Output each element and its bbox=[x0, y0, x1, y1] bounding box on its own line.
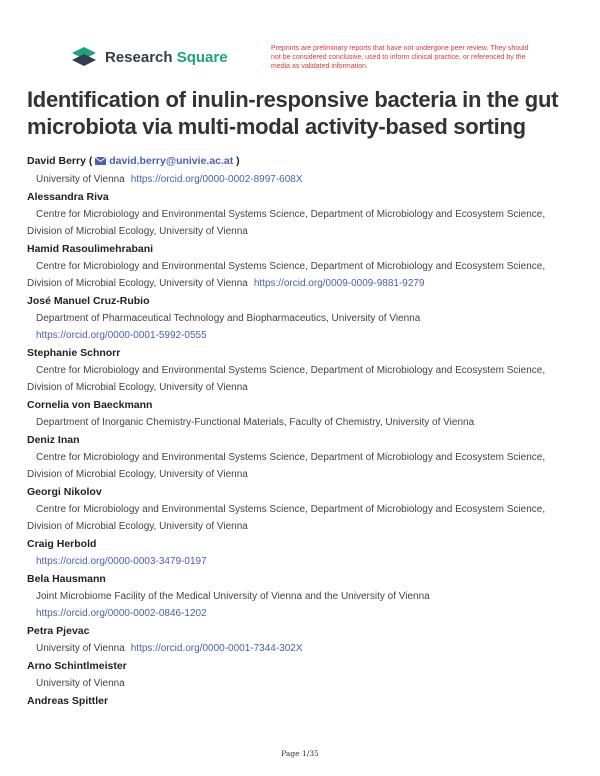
author-affiliation: Centre for Microbiology and Environmental Systems Science, Department of Microbiology and Ecosystem Science, Division of Microbial Ecology, University of Vienna bbox=[27, 452, 546, 480]
orcid-link[interactable]: https://orcid.org/0009-0009-9881-9279 bbox=[253, 278, 425, 289]
author-item bbox=[27, 396, 575, 431]
author-name: José Manuel Cruz-Rubio bbox=[27, 295, 150, 307]
author-affiliation: University of Vienna bbox=[36, 174, 125, 185]
author-affiliation: Centre for Microbiology and Environmental Systems Science, Department of Microbiology and Ecosystem Science, Division of Microbial Ecology, University of Vienna bbox=[27, 504, 546, 532]
brand-accent: Square bbox=[176, 48, 228, 66]
author-list bbox=[27, 152, 575, 710]
author-item bbox=[27, 292, 575, 344]
author-name: Stephanie Schnorr bbox=[27, 347, 121, 359]
author-name: Cornelia von Baeckmann bbox=[27, 399, 153, 411]
author-email-link[interactable]: david.berry@univie.ac.at bbox=[109, 155, 234, 167]
orcid-link[interactable]: https://orcid.org/0000-0001-5992-0555 bbox=[36, 330, 207, 341]
author-item bbox=[27, 570, 575, 622]
author-item: David Berry ( david.berry@univie.ac.at ) University of Vienna https://orcid.org/0000-0002-8997-608X bbox=[27, 155, 303, 185]
author-item bbox=[27, 188, 575, 240]
email-icon bbox=[95, 153, 106, 171]
research-square-logo-icon bbox=[71, 46, 97, 68]
author-item bbox=[27, 483, 575, 535]
author-item bbox=[27, 622, 575, 657]
orcid-link[interactable]: https://orcid.org/0000-0003-3479-0197 bbox=[36, 556, 207, 567]
author-affiliation: Department of Pharmaceutical Technology and Biopharmaceutics, University of Vienna bbox=[36, 313, 421, 324]
preprint-notice: Preprints are preliminary reports that have not undergone peer review. They should not be considered conclusive, used to inform clinical practice, or referenced by the media as validated information. bbox=[271, 45, 529, 70]
author-name: Petra Pjevac bbox=[27, 625, 90, 637]
author-affiliation: Joint Microbiome Facility of the Medical University of Vienna and the University of Vienna bbox=[36, 591, 430, 602]
author-name: Craig Herbold bbox=[27, 538, 97, 550]
research-square-logo[interactable] bbox=[71, 46, 228, 68]
author-name: David Berry bbox=[27, 155, 86, 167]
author-affiliation: University of Vienna bbox=[36, 643, 125, 654]
author-item bbox=[27, 535, 575, 570]
author-name: Georgi Nikolov bbox=[27, 486, 102, 498]
brand-primary: Research bbox=[105, 48, 173, 66]
author-name: Hamid Rasoulimehrabani bbox=[27, 243, 154, 255]
author-item bbox=[27, 431, 575, 483]
author-affiliation: Centre for Microbiology and Environmental Systems Science, Department of Microbiology and Ecosystem Science, Division of Microbial Ecology, University of Vienna bbox=[27, 261, 546, 289]
orcid-link[interactable]: https://orcid.org/0000-0002-8997-608X bbox=[130, 174, 303, 185]
author-affiliation: Centre for Microbiology and Environmental Systems Science, Department of Microbiology and Ecosystem Science, Division of Microbial Ecology, University of Vienna bbox=[27, 365, 546, 393]
author-name: Alessandra Riva bbox=[27, 191, 109, 203]
author-affiliation: Centre for Microbiology and Environmental Systems Science, Department of Microbiology and Ecosystem Science, Division of Microbial Ecology, University of Vienna bbox=[27, 209, 546, 237]
author-name: Bela Hausmann bbox=[27, 573, 106, 585]
orcid-link[interactable]: https://orcid.org/0000-0001-7344-302X bbox=[130, 643, 303, 654]
orcid-link[interactable]: https://orcid.org/0000-0002-0846-1202 bbox=[36, 608, 207, 619]
author-item bbox=[27, 240, 575, 292]
page-header bbox=[71, 44, 571, 84]
author-item bbox=[27, 692, 575, 710]
author-affiliation: Department of Inorganic Chemistry-Functional Materials, Faculty of Chemistry, University of Vienna bbox=[36, 417, 475, 428]
author-item bbox=[27, 657, 575, 692]
author-affiliation: University of Vienna bbox=[36, 678, 125, 689]
author-name: Deniz Inan bbox=[27, 434, 80, 446]
paper-title: Identification of inulin-responsive bacteria in the gut microbiota via multi-modal activity-based sorting bbox=[27, 87, 559, 139]
logo-wordmark bbox=[105, 49, 228, 66]
page-number: Page 1/35 bbox=[281, 749, 319, 758]
author-name: Arno Schintlmeister bbox=[27, 660, 127, 672]
author-name: Andreas Spittler bbox=[27, 695, 109, 707]
author-item bbox=[27, 344, 575, 396]
